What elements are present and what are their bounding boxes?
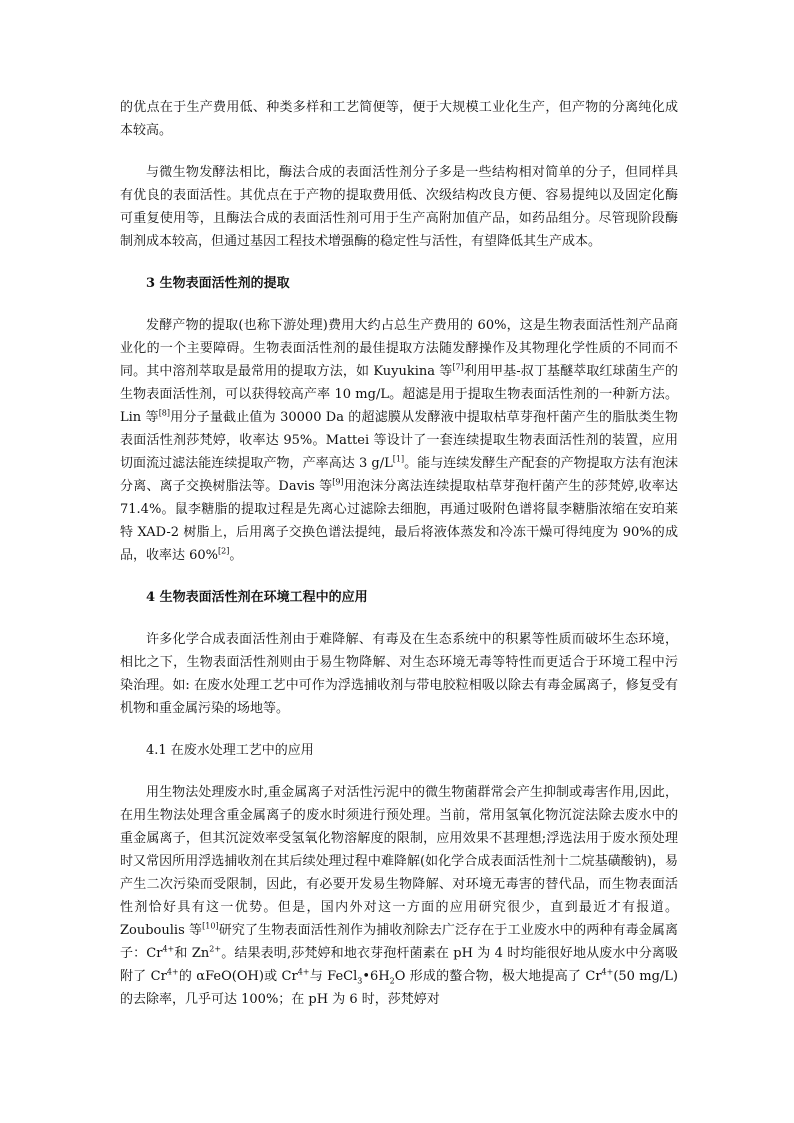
- formula-subscript: 2: [389, 976, 395, 986]
- citation-ref: [7]: [452, 362, 464, 372]
- text-run: 和 Zn: [174, 946, 210, 961]
- paragraph-gap: [120, 720, 678, 739]
- text-run: 用泡沫分离法连续提取枯草芽孢杆菌产生的莎梵婷,收率达 71.4%。鼠李糖脂的提取过程是先离心过滤除去细胞，再通过吸附色谱将鼠李糖脂浓缩在安珀莱特 XAD-2 树脂上，后用离子交换色谱法提纯，最后将液体蒸发和冷冻干燥可得纯度为 90%的成品，收率达 60%: [120, 479, 678, 563]
- paragraph-gap: [120, 567, 678, 586]
- paragraph-gap: [120, 295, 678, 314]
- text-run: 与 FeCl: [309, 969, 358, 984]
- formula-subscript: 3: [357, 976, 363, 986]
- text-run: 。能与连续发酵生产配套的产物提取方法有泡沫分离、离子交换树脂法等。Davis 等: [120, 456, 678, 494]
- text-run: (50 mg/L)的去除率，几乎可达 100%；在 pH 为 6 时，莎梵婷对: [120, 969, 678, 1007]
- paragraph-gap: [120, 762, 678, 781]
- paragraph-gap: [120, 253, 678, 272]
- subsection-heading-wastewater: 4.1 在废水处理工艺中的应用: [146, 743, 314, 758]
- paragraph-wastewater: [120, 781, 678, 1011]
- ion-charge: 4+: [601, 967, 614, 977]
- ion-charge: 4+: [162, 944, 175, 954]
- paragraph-gap: [120, 609, 678, 628]
- document-page: [120, 96, 678, 1011]
- text-run: 的 αFeO(OH)或 Cr: [178, 969, 298, 984]
- section-heading-application: 4 生物表面活性剂在环境工程中的应用: [146, 590, 368, 605]
- text-run: •6H: [362, 969, 390, 984]
- paragraph-continuation: 的优点在于生产费用低、种类多样和工艺简便等，便于大规模工业化生产，但产物的分离纯化成本较高。: [120, 100, 678, 138]
- paragraph-enzymatic-synthesis: 与微生物发酵法相比，酶法合成的表面活性剂分子多是一些结构相对简单的分子，但同样具有优良的表面活性。其优点在于产物的提取费用低、次级结构改良方便、容易提纯以及固定化酶可重复使用等，且酶法合成的表面活性剂可用于生产高附加值产品，如药品组分。尽管现阶段酶制剂成本较高，但通过基因工程技术增强酶的稳定性与活性，有望降低其生产成本。: [120, 165, 678, 249]
- text-run: 用分子量截止值为 30000 Da 的超滤膜从发酵液中提取枯草芽孢杆菌产生的脂肽类生物表面活性剂莎梵婷，收率达 95%。Mattei 等设计了一套连续提取生物表面活性剂的装置，应用切面流过滤法能连续提取产物，产率高达 3 g/L: [120, 410, 678, 471]
- citation-ref: [1]: [392, 454, 405, 464]
- ion-charge: 2+: [209, 944, 222, 954]
- text-run: 。结果表明,莎梵婷和地衣芽孢杆菌素在 pH 为 4 时均能很好地从废水中分离吸附了 Cr: [120, 946, 678, 984]
- text-run: 研究了生物表面活性剂作为捕收剂除去广泛存在于工业废水中的两种有毒金属离子：Cr: [120, 923, 678, 961]
- citation-ref: [2]: [218, 546, 230, 556]
- ion-charge: 4+: [166, 967, 179, 977]
- paragraph-gap: [120, 142, 678, 161]
- citation-ref: [9]: [332, 477, 344, 487]
- paragraph-extraction: [120, 314, 678, 567]
- ion-charge: 4+: [297, 967, 310, 977]
- section-heading-extraction: 3 生物表面活性剂的提取: [146, 276, 290, 291]
- citation-ref: [10]: [202, 921, 219, 931]
- text-run: O 形成的螯合物，极大地提高了 Cr: [394, 969, 602, 984]
- text-run: 发酵产物的提取(也称下游处理)费用大约占总生产费用的 60%，这是生物表面活性剂产品商业化的一个主要障碍。生物表面活性剂的最佳提取方法随发酵操作及其物理化学性质的不同而不同。其中溶剂萃取是最常用的提取方法，如 Kuyukina 等: [120, 318, 678, 379]
- text-run: 。: [229, 548, 243, 563]
- text-run: 用生物法处理废水时,重金属离子对活性污泥中的微生物菌群常会产生抑制或毒害作用,因此，在用生物法处理含重金属离子的废水时须进行预处理。当前，常用氢氧化物沉淀法除去废水中的重金属离子，但其沉淀效率受氢氧化物溶解度的限制，应用效果不甚理想;浮选法用于废水预处理时又常因所用浮选捕收剂在其后续处理过程中难降解(如化学合成表面活性剂十二烷基磺酸钠)，易产生二次污染而受限制，因此，有必要开发易生物降解、对环境无毒害的替代品，而生物表面活性剂恰好具有这一优势。但是，国内外对这一方面的应用研究很少，直到最近才有报道。Zouboulis 等: [120, 785, 678, 938]
- citation-ref: [8]: [158, 408, 171, 418]
- text-run: 利用甲基-叔丁基醚萃取红球菌生产的生物表面活性剂，可以获得较高产率 10 mg/L。超滤是用于提取生物表面活性剂的一种新方法。Lin 等: [120, 364, 678, 425]
- paragraph-application: 许多化学合成表面活性剂由于难降解、有毒及在生态系统中的积累等性质而破坏生态环境，相比之下，生物表面活性剂则由于易生物降解、对生态环境无毒等特性而更适合于环境工程中污染治理。如: 在废水处理工艺中可作为浮选捕收剂与带电胶粒相吸以除去有毒金属离子，修复受有机物和重金属污染的场地等。: [120, 632, 678, 716]
